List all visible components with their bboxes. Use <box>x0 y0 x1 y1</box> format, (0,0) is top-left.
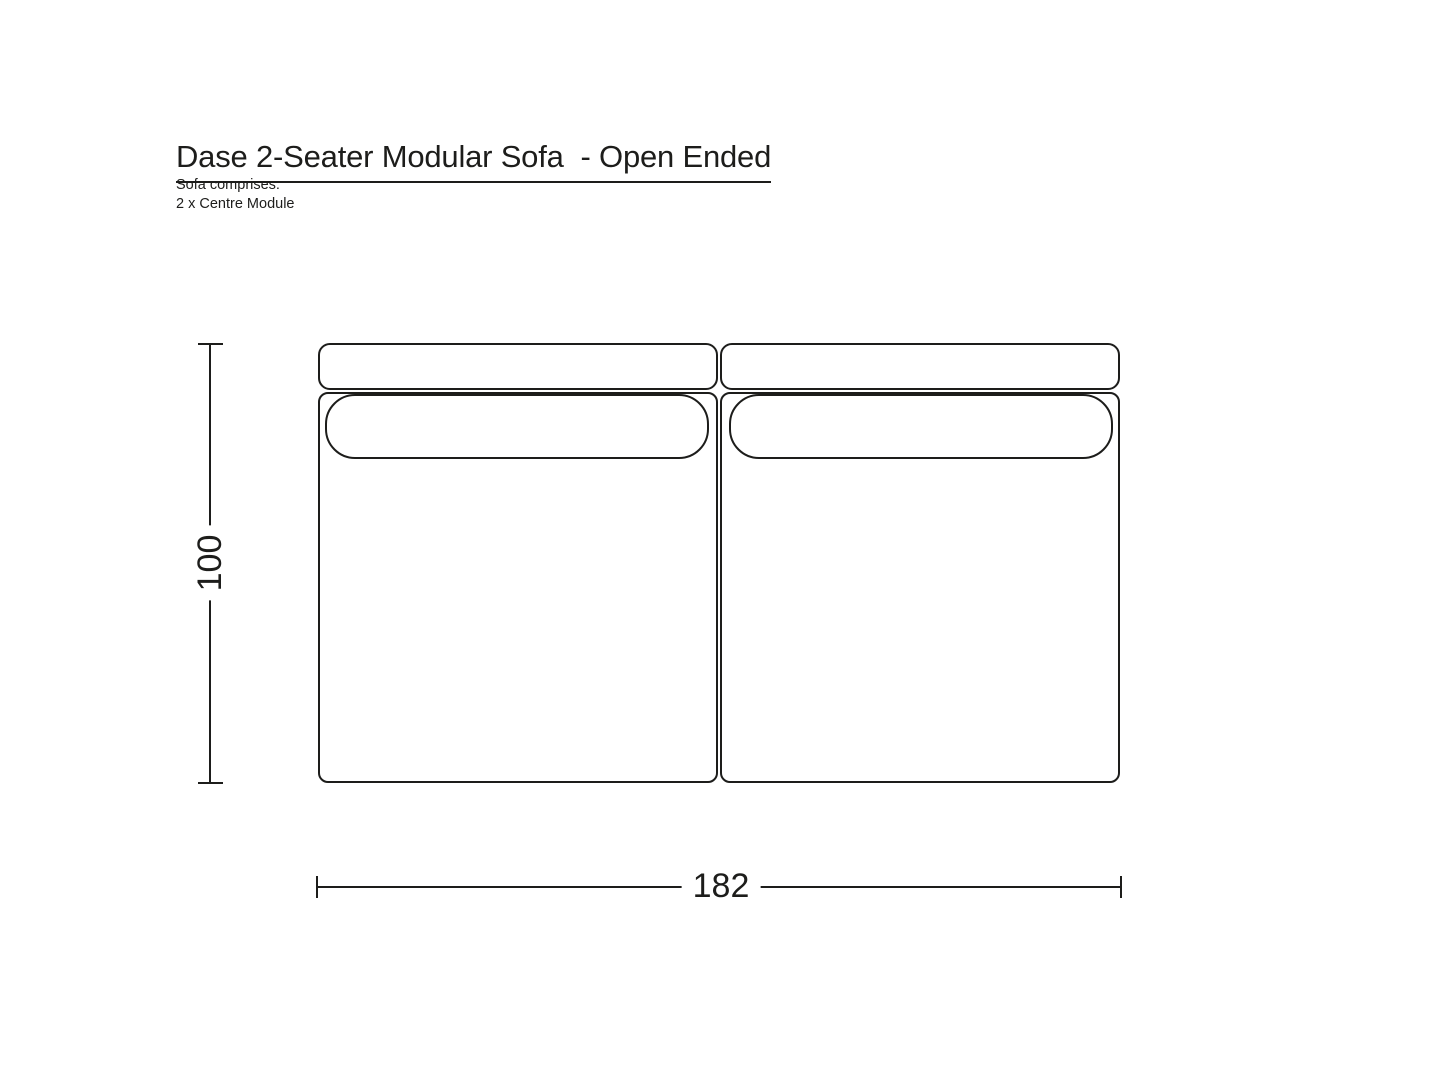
back-cushion-left-module <box>325 394 709 459</box>
width-dimension-label: 182 <box>682 869 761 903</box>
page-title: Dase 2-Seater Modular Sofa - Open Ended <box>176 140 771 183</box>
height-dimension-cap-top <box>198 343 223 345</box>
backrest-top-left-module <box>318 343 718 390</box>
height-dimension-label: 100 <box>193 526 227 601</box>
height-dimension-cap-bottom <box>198 782 223 784</box>
back-cushion-right-module <box>729 394 1113 459</box>
width-dimension-cap-right <box>1120 876 1122 898</box>
width-dimension-cap-left <box>316 876 318 898</box>
comprises-item: 2 x Centre Module <box>176 195 295 212</box>
backrest-top-right-module <box>720 343 1120 390</box>
sofa-composition <box>176 176 294 213</box>
comprises-label: Sofa comprises: <box>176 177 280 193</box>
